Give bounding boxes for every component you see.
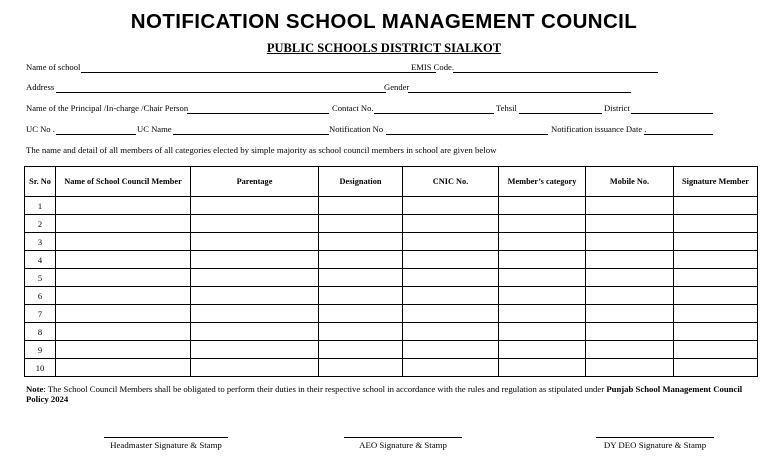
cell-category[interactable] — [499, 251, 586, 269]
emis-code-field[interactable] — [453, 72, 658, 73]
cell-signature[interactable] — [674, 287, 758, 305]
header-parentage: Parentage — [191, 167, 319, 197]
table-row — [25, 287, 758, 305]
cell-designation[interactable] — [319, 233, 403, 251]
form-row-notification — [26, 124, 716, 138]
cell-parentage[interactable] — [191, 197, 319, 215]
cell-mobile[interactable] — [586, 341, 674, 359]
cell-mobile[interactable] — [586, 305, 674, 323]
principal-field[interactable] — [187, 113, 329, 114]
cell-signature[interactable] — [674, 233, 758, 251]
table-row — [25, 269, 758, 287]
cell-designation[interactable] — [319, 341, 403, 359]
cell-mobile[interactable] — [586, 251, 674, 269]
cell-mobile[interactable] — [586, 269, 674, 287]
table-row — [25, 197, 758, 215]
contact-no-field[interactable] — [374, 113, 494, 114]
aeo-signature: AEO Signature & Stamp — [344, 437, 462, 450]
cell-signature[interactable] — [674, 323, 758, 341]
cell-cnic[interactable] — [403, 269, 499, 287]
cell-category[interactable] — [499, 197, 586, 215]
cell-designation[interactable] — [319, 251, 403, 269]
dy-deo-signature: DY DEO Signature & Stamp — [596, 437, 714, 450]
cell-signature[interactable] — [674, 341, 758, 359]
header-sr-no: Sr. No — [25, 167, 56, 197]
gender-field[interactable] — [408, 92, 631, 93]
table-row — [25, 305, 758, 323]
name-of-school-label: Name of school — [26, 62, 81, 72]
headmaster-signature: Headmaster Signature & Stamp — [104, 437, 228, 450]
cell-mobile[interactable] — [586, 287, 674, 305]
uc-no-field[interactable] — [56, 134, 136, 135]
note-label: Note — [26, 384, 44, 394]
cell-signature[interactable] — [674, 215, 758, 233]
cell-signature[interactable] — [674, 251, 758, 269]
cell-designation[interactable] — [319, 359, 403, 377]
header-member-name: Name of School Council Member — [56, 167, 191, 197]
row-sr-no: 9 — [25, 341, 56, 359]
cell-parentage[interactable] — [191, 287, 319, 305]
header-signature: Signature Member — [674, 167, 758, 197]
cell-parentage[interactable] — [191, 233, 319, 251]
cell-parentage[interactable] — [191, 251, 319, 269]
cell-designation[interactable] — [319, 197, 403, 215]
table-row — [25, 233, 758, 251]
cell-designation[interactable] — [319, 269, 403, 287]
cell-parentage[interactable] — [191, 323, 319, 341]
cell-cnic[interactable] — [403, 251, 499, 269]
cell-member-name[interactable] — [56, 251, 191, 269]
cell-cnic[interactable] — [403, 323, 499, 341]
row-sr-no: 3 — [25, 233, 56, 251]
cell-mobile[interactable] — [586, 359, 674, 377]
cell-designation[interactable] — [319, 305, 403, 323]
table-row — [25, 251, 758, 269]
cell-designation[interactable] — [319, 215, 403, 233]
notification-date-label: Notification issuance Date . — [551, 124, 647, 134]
cell-category[interactable] — [499, 305, 586, 323]
cell-member-name[interactable] — [56, 359, 191, 377]
cell-cnic[interactable] — [403, 287, 499, 305]
members-table — [24, 166, 758, 377]
uc-name-field[interactable] — [173, 134, 329, 135]
cell-parentage[interactable] — [191, 215, 319, 233]
cell-member-name[interactable] — [56, 197, 191, 215]
table-row — [25, 215, 758, 233]
cell-category[interactable] — [499, 287, 586, 305]
table-body — [25, 197, 758, 377]
cell-mobile[interactable] — [586, 215, 674, 233]
header-category: Member’s category — [499, 167, 586, 197]
page-subtitle — [0, 41, 768, 56]
notification-no-field[interactable] — [386, 134, 548, 135]
form-row-principal — [26, 103, 716, 117]
notification-no-label: Notification No — [329, 124, 384, 134]
cell-designation[interactable] — [319, 287, 403, 305]
cell-signature[interactable] — [674, 305, 758, 323]
form-row-address — [26, 82, 636, 96]
cell-cnic[interactable] — [403, 359, 499, 377]
cell-category[interactable] — [499, 323, 586, 341]
note-policy: Punjab School Management Council Policy 2024 — [26, 384, 743, 404]
row-sr-no: 5 — [25, 269, 56, 287]
cell-mobile[interactable] — [586, 323, 674, 341]
form-row-school — [26, 62, 666, 76]
cell-cnic[interactable] — [403, 215, 499, 233]
cell-member-name[interactable] — [56, 215, 191, 233]
cell-category[interactable] — [499, 215, 586, 233]
cell-member-name[interactable] — [56, 233, 191, 251]
contact-no-label: Contact No. — [332, 103, 374, 113]
table-row — [25, 323, 758, 341]
cell-cnic[interactable] — [403, 197, 499, 215]
cell-member-name[interactable] — [56, 287, 191, 305]
cell-category[interactable] — [499, 341, 586, 359]
row-sr-no: 8 — [25, 323, 56, 341]
cell-parentage[interactable] — [191, 269, 319, 287]
table-header-row — [25, 167, 758, 197]
emis-code-label: EMIS Code. — [411, 62, 454, 72]
tehsil-field[interactable] — [519, 113, 602, 114]
cell-signature[interactable] — [674, 269, 758, 287]
header-designation: Designation — [319, 167, 403, 197]
principal-label: Name of the Principal /In-charge /Chair Person — [26, 103, 189, 113]
note-body: : The School Council Members shall be obligated to perform their duties in their respective school in accordance with the rules and regulation as stipulated under — [43, 384, 607, 394]
table-row — [25, 341, 758, 359]
address-field[interactable] — [56, 92, 386, 93]
cell-mobile[interactable] — [586, 233, 674, 251]
page-title: NOTIFICATION SCHOOL MANAGEMENT COUNCIL — [130, 10, 638, 33]
cell-member-name[interactable] — [56, 323, 191, 341]
row-sr-no: 4 — [25, 251, 56, 269]
address-label: Address — [26, 82, 55, 92]
district-field[interactable] — [631, 113, 713, 114]
cell-parentage[interactable] — [191, 359, 319, 377]
row-sr-no: 7 — [25, 305, 56, 323]
table-row — [25, 359, 758, 377]
header-cnic: CNIC No. — [403, 167, 499, 197]
name-of-school-field[interactable] — [81, 72, 436, 73]
cell-designation[interactable] — [319, 323, 403, 341]
cell-mobile[interactable] — [586, 197, 674, 215]
cell-member-name[interactable] — [56, 269, 191, 287]
district-label: District — [604, 103, 630, 113]
cell-member-name[interactable] — [56, 305, 191, 323]
cell-category[interactable] — [499, 359, 586, 377]
cell-cnic[interactable] — [403, 233, 499, 251]
cell-parentage[interactable] — [191, 341, 319, 359]
gender-label: Gender — [384, 82, 410, 92]
subtitle-text: PUBLIC SCHOOLS DISTRICT SIALKOT — [266, 41, 502, 55]
cell-member-name[interactable] — [56, 341, 191, 359]
tehsil-label: Tehsil — [496, 103, 517, 113]
cell-parentage[interactable] — [191, 305, 319, 323]
row-sr-no: 6 — [25, 287, 56, 305]
cell-cnic[interactable] — [403, 341, 499, 359]
notification-date-field[interactable] — [644, 134, 713, 135]
cell-cnic[interactable] — [403, 305, 499, 323]
row-sr-no: 10 — [25, 359, 56, 377]
note-text — [26, 384, 746, 404]
row-sr-no: 2 — [25, 215, 56, 233]
cell-category[interactable] — [499, 269, 586, 287]
cell-category[interactable] — [499, 233, 586, 251]
uc-no-label: UC No . — [26, 124, 55, 134]
row-sr-no: 1 — [25, 197, 56, 215]
header-mobile: Mobile No. — [586, 167, 674, 197]
cell-signature[interactable] — [674, 197, 758, 215]
uc-name-label: UC Name — [137, 124, 172, 134]
cell-signature[interactable] — [674, 359, 758, 377]
intro-text: The name and detail of all members of all categories elected by simple majority as school council members in school are given below — [26, 145, 497, 155]
